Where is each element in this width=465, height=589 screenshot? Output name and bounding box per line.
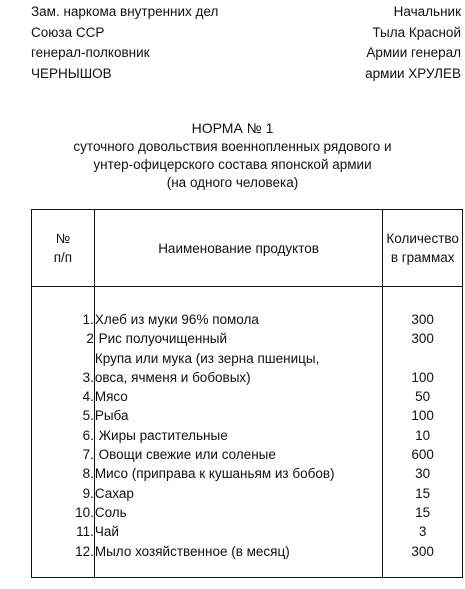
row-number: 8. <box>32 464 95 483</box>
signatory-right-line: Начальник <box>393 4 461 19</box>
spacer-row <box>32 287 463 311</box>
product-name: Мисо (приправа к кушаньям из бобов) <box>94 464 382 483</box>
document-title <box>0 119 465 192</box>
product-name: Мыло хозяйственное (в месяц) <box>94 542 382 561</box>
row-number: 9. <box>32 484 95 503</box>
product-quantity: 300 <box>411 543 434 559</box>
table-row <box>32 464 463 483</box>
signatory-left-line: ЧЕРНЫШОВ <box>31 65 112 81</box>
product-quantity: 600 <box>411 447 434 463</box>
header-number: № п/п <box>32 210 95 287</box>
title-line: (на одного человека) <box>166 175 299 190</box>
product-quantity: 15 <box>415 485 431 501</box>
table-row <box>32 484 463 503</box>
signatory-left-line: Союза ССР <box>31 24 105 40</box>
product-name: Рыба <box>94 406 382 425</box>
table-row <box>32 542 463 561</box>
table-row <box>32 426 463 445</box>
product-name: Сахар <box>94 484 382 503</box>
product-quantity: 3 <box>418 524 427 540</box>
signatory-right-line: Армии генерал <box>366 45 461 60</box>
header-product-name: Наименование продуктов <box>94 210 382 287</box>
table-row <box>32 329 463 348</box>
product-quantity: 300 <box>411 312 434 327</box>
signatory-right-line: Тыла Красной <box>372 24 461 40</box>
title-line: унтер-офицерского состава японской армии <box>93 157 372 172</box>
spacer-row <box>32 561 463 578</box>
product-name: Хлеб из муки 96% помола <box>94 310 382 329</box>
table-row <box>32 310 463 329</box>
product-quantity: 10 <box>415 427 431 443</box>
product-name: Жиры растительные <box>94 426 382 445</box>
title-main: НОРМА № 1 <box>191 120 274 136</box>
row-number: 7. <box>32 445 95 464</box>
product-quantity: 100 <box>411 408 434 424</box>
table-row <box>32 503 463 522</box>
row-number: 12. <box>32 542 95 561</box>
signatory-left <box>31 2 218 84</box>
row-number: 2 <box>32 329 95 348</box>
row-number: 10. <box>32 503 95 522</box>
product-quantity: 30 <box>415 466 431 482</box>
signatory-right-line: армии ХРУЛЕВ <box>365 65 461 81</box>
row-number: 11. <box>32 522 95 541</box>
product-name: Соль <box>94 503 382 522</box>
row-number: 1. <box>32 310 95 329</box>
row-number: 5. <box>32 406 95 425</box>
table-row <box>32 349 463 388</box>
product-quantity: 300 <box>411 331 434 347</box>
signatory-left-line: генерал-полковник <box>31 45 150 60</box>
row-number: 3. <box>32 349 95 388</box>
row-number: 4. <box>32 387 95 406</box>
signatory-right <box>365 2 461 84</box>
table-row <box>32 406 463 425</box>
title-line: суточного довольствия военнопленных рядового и <box>73 139 392 154</box>
table-row <box>32 387 463 406</box>
product-quantity: 100 <box>411 369 434 385</box>
product-name: Рис полуочищенный <box>94 329 382 348</box>
product-name: Овощи свежие или соленые <box>94 445 382 464</box>
signatory-left-line: Зам. наркома внутренних дел <box>31 4 219 19</box>
product-name: Мясо <box>94 387 382 406</box>
row-number: 6. <box>32 426 95 445</box>
product-name: Крупа или мука (из зерна пшеницы, овса, ячменя и бобовых) <box>94 349 382 388</box>
ration-table <box>31 209 463 578</box>
product-quantity: 15 <box>415 504 431 520</box>
product-quantity: 50 <box>415 389 431 405</box>
table-header-row <box>32 210 463 287</box>
table-row <box>32 445 463 464</box>
table-row <box>32 522 463 541</box>
header-quantity: Количество в граммах <box>383 210 463 287</box>
product-name: Чай <box>94 522 382 541</box>
